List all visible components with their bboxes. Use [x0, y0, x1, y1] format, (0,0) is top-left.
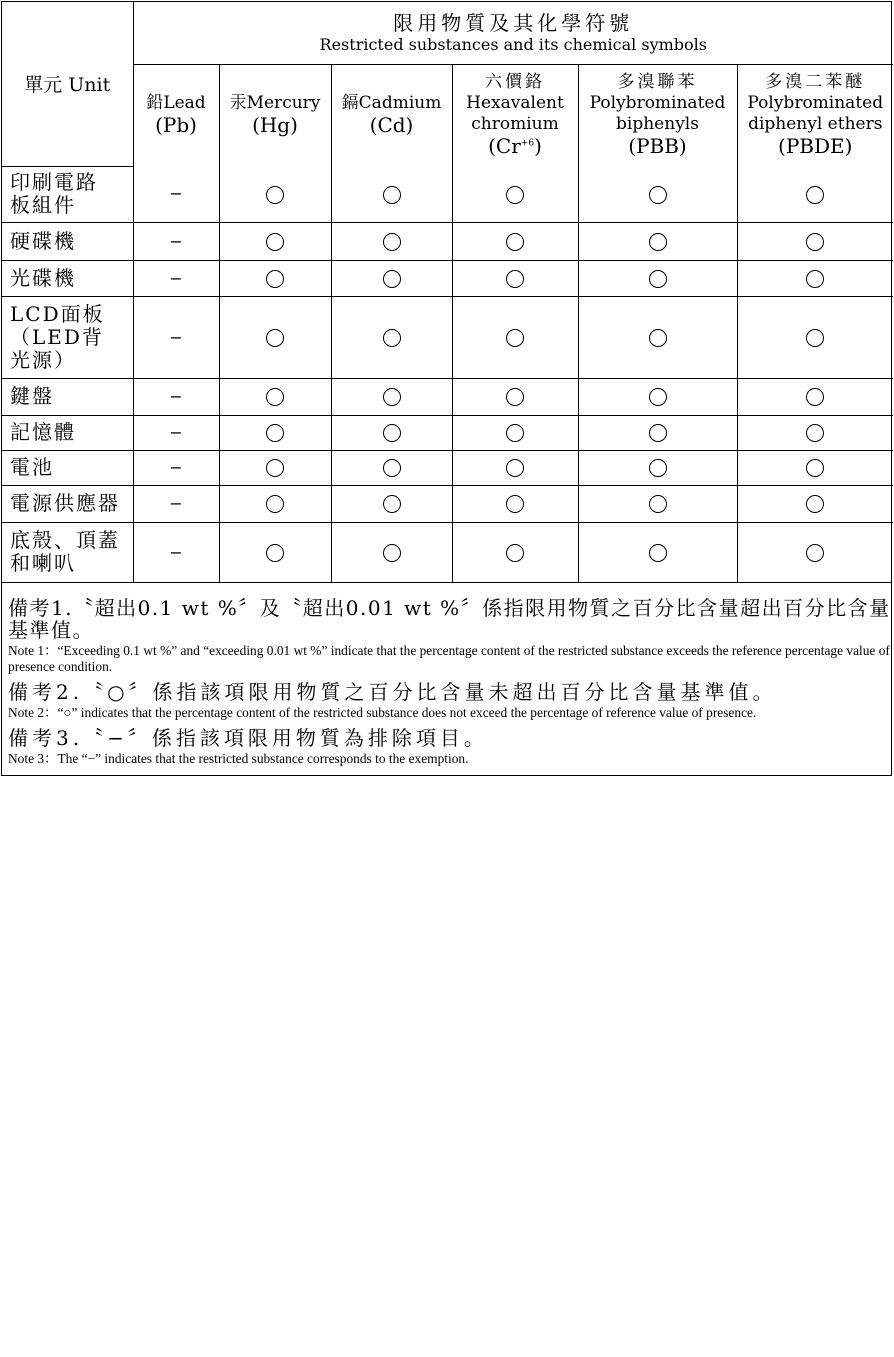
- restricted-substances-table: [2, 2, 893, 582]
- substance-name-en: Lead: [163, 93, 206, 114]
- table-row: [2, 522, 893, 582]
- compliance-cell: [219, 415, 331, 450]
- component-label-line: 電池: [10, 455, 54, 479]
- circle-mark-icon: [649, 329, 667, 347]
- substance-name-en-line2: chromium: [471, 114, 559, 135]
- compliance-cell: [737, 522, 893, 582]
- component-label-line: 光源）: [10, 347, 76, 372]
- circle-mark-icon: [266, 186, 284, 204]
- exemption-cell: −: [133, 485, 219, 522]
- circle-mark-icon: [383, 186, 401, 204]
- table-row: [2, 450, 893, 485]
- compliance-cell: [578, 485, 737, 522]
- circle-mark-icon: [506, 424, 524, 442]
- component-label: [2, 522, 133, 582]
- rohs-declaration: [1, 1, 892, 776]
- component-label: [2, 450, 133, 485]
- substance-name-en-line1: Hexavalent: [466, 93, 564, 114]
- header-row-title: [2, 2, 893, 64]
- substance-name-en-line1: Polybrominated: [589, 93, 726, 114]
- compliance-cell: [578, 415, 737, 450]
- circle-mark-icon: [806, 388, 824, 406]
- circle-mark-icon: [649, 233, 667, 251]
- substance-name-zh: 多溴聯苯: [617, 72, 698, 93]
- circle-mark-icon: [506, 544, 524, 562]
- component-label-line: 光碟機: [10, 265, 76, 290]
- component-label-line: 鍵盤: [10, 384, 54, 408]
- compliance-cell: [452, 450, 578, 485]
- circle-mark-icon: [506, 270, 524, 288]
- symbol-sup: +6: [520, 138, 535, 149]
- substance-header-cadmium: [331, 64, 452, 166]
- circle-mark-icon: [266, 424, 284, 442]
- substance-name-en: Cadmium: [358, 93, 442, 114]
- compliance-cell: [578, 222, 737, 260]
- substance-name-en-line2: diphenyl ethers: [748, 114, 883, 135]
- circle-mark-icon: [806, 424, 824, 442]
- table-title: [133, 2, 893, 64]
- table-title-zh: 限用物質及其化學符號: [393, 11, 634, 36]
- circle-mark-icon: [806, 459, 824, 477]
- component-label: [2, 260, 133, 296]
- component-label: [2, 296, 133, 378]
- circle-mark-icon: [649, 495, 667, 513]
- compliance-cell: [737, 485, 893, 522]
- component-label-line: 和喇叭: [10, 551, 76, 576]
- compliance-cell: [452, 166, 578, 222]
- component-label: [2, 378, 133, 415]
- unit-header: 單元 Unit: [2, 2, 133, 166]
- circle-mark-icon: [506, 329, 524, 347]
- table-row: [2, 166, 893, 222]
- component-label-line: 記憶體: [10, 420, 76, 444]
- substance-symbol: (Pb): [155, 113, 197, 138]
- table-row: [2, 378, 893, 415]
- exemption-cell: −: [133, 166, 219, 222]
- substance-name-en-line2: biphenyls: [616, 114, 699, 135]
- circle-mark-icon: [506, 459, 524, 477]
- substance-name-zh: 鎘: [341, 93, 359, 114]
- compliance-cell: [737, 415, 893, 450]
- compliance-cell: [452, 522, 578, 582]
- circle-mark-icon: [506, 388, 524, 406]
- table-title-en: Restricted substances and its chemical symbols: [319, 35, 707, 55]
- compliance-cell: [331, 296, 452, 378]
- compliance-cell: [578, 296, 737, 378]
- substance-symbol: (PBDE): [778, 134, 853, 159]
- circle-mark-icon: [649, 186, 667, 204]
- table-row: [2, 415, 893, 450]
- circle-mark-icon: [266, 388, 284, 406]
- compliance-cell: [331, 222, 452, 260]
- circle-mark-icon: [266, 459, 284, 477]
- compliance-cell: [737, 378, 893, 415]
- compliance-cell: [452, 415, 578, 450]
- circle-mark-icon: [806, 495, 824, 513]
- compliance-cell: [219, 296, 331, 378]
- table-row: [2, 296, 893, 378]
- compliance-cell: [331, 485, 452, 522]
- substance-symbol: (Hg): [252, 113, 298, 138]
- substance-header-lead: [133, 64, 219, 166]
- component-label-line: 底殼、頂蓋: [10, 528, 120, 553]
- circle-mark-icon: [806, 186, 824, 204]
- component-label-line: 硬碟機: [10, 228, 76, 253]
- compliance-cell: [219, 522, 331, 582]
- substance-name-zh: 多溴二苯醚: [765, 72, 866, 93]
- compliance-cell: [219, 485, 331, 522]
- compliance-cell: [331, 522, 452, 582]
- compliance-cell: [452, 222, 578, 260]
- note-1-zh: 備考1.〝超出0.1 wt %〞及〝超出0.01 wt %〞係指限用物質之百分比含量超出百分比含量基準值。: [8, 596, 891, 642]
- component-label-line: 板組件: [10, 193, 76, 217]
- substance-name-zh: 鉛: [146, 93, 164, 114]
- substance-name-en-line1: Polybrominated: [747, 93, 884, 114]
- component-label: [2, 222, 133, 260]
- compliance-cell: [452, 485, 578, 522]
- compliance-cell: [578, 378, 737, 415]
- circle-mark-icon: [649, 388, 667, 406]
- substance-name-zh: 六價鉻: [485, 72, 545, 93]
- note-3-en: Note 3：The “−” indicates that the restricted substance corresponds to the exemption.: [8, 751, 469, 766]
- component-label-line: （LED背: [10, 324, 104, 349]
- compliance-cell: [737, 260, 893, 296]
- exemption-cell: −: [133, 415, 219, 450]
- note-2-zh: 備考2.〝○〞係指該項限用物質之百分比含量未超出百分比含量基準值。: [8, 680, 777, 704]
- circle-mark-icon: [383, 233, 401, 251]
- substance-header-pbde: [737, 64, 893, 166]
- circle-mark-icon: [383, 329, 401, 347]
- component-label-line: 印刷電路: [10, 170, 98, 194]
- substance-header-pbb: [578, 64, 737, 166]
- compliance-cell: [578, 450, 737, 485]
- table-body: [2, 166, 893, 582]
- component-label-line: LCD面板: [10, 301, 105, 326]
- compliance-cell: [578, 260, 737, 296]
- notes-section: [2, 582, 891, 775]
- compliance-cell: [331, 166, 452, 222]
- compliance-cell: [219, 450, 331, 485]
- component-label: [2, 485, 133, 522]
- circle-mark-icon: [806, 329, 824, 347]
- substance-name-en: Mercury: [246, 93, 321, 114]
- component-label: [2, 166, 133, 222]
- exemption-cell: −: [133, 222, 219, 260]
- compliance-cell: [331, 378, 452, 415]
- substance-symbol: (PBB): [628, 134, 687, 159]
- circle-mark-icon: [266, 495, 284, 513]
- exemption-cell: −: [133, 378, 219, 415]
- circle-mark-icon: [649, 270, 667, 288]
- substance-symbol: (Cd): [369, 113, 414, 138]
- circle-mark-icon: [266, 329, 284, 347]
- note-2-en: Note 2：“○” indicates that the percentage content of the restricted substance does not exceed the percentage of reference value of presence.: [8, 705, 757, 720]
- exemption-cell: −: [133, 450, 219, 485]
- exemption-cell: −: [133, 260, 219, 296]
- compliance-cell: [578, 522, 737, 582]
- substance-header-mercury: [219, 64, 331, 166]
- compliance-cell: [331, 260, 452, 296]
- compliance-cell: [331, 450, 452, 485]
- compliance-cell: [219, 222, 331, 260]
- table-row: [2, 260, 893, 296]
- compliance-cell: [452, 260, 578, 296]
- circle-mark-icon: [506, 186, 524, 204]
- circle-mark-icon: [649, 544, 667, 562]
- compliance-cell: [331, 415, 452, 450]
- substance-header-chromium: [452, 64, 578, 166]
- compliance-cell: [578, 166, 737, 222]
- circle-mark-icon: [383, 270, 401, 288]
- table-row: [2, 485, 893, 522]
- circle-mark-icon: [649, 459, 667, 477]
- compliance-cell: [219, 166, 331, 222]
- circle-mark-icon: [383, 544, 401, 562]
- circle-mark-icon: [506, 233, 524, 251]
- compliance-cell: [452, 296, 578, 378]
- circle-mark-icon: [383, 459, 401, 477]
- exemption-cell: −: [133, 296, 219, 378]
- circle-mark-icon: [383, 424, 401, 442]
- circle-mark-icon: [806, 544, 824, 562]
- circle-mark-icon: [806, 270, 824, 288]
- circle-mark-icon: [806, 233, 824, 251]
- table-row: [2, 222, 893, 260]
- compliance-cell: [737, 222, 893, 260]
- circle-mark-icon: [266, 270, 284, 288]
- circle-mark-icon: [266, 233, 284, 251]
- compliance-cell: [737, 296, 893, 378]
- exemption-cell: −: [133, 522, 219, 582]
- header-row-substances: [2, 64, 893, 166]
- substance-symbol: [453, 135, 578, 158]
- compliance-cell: [737, 166, 893, 222]
- component-label: [2, 415, 133, 450]
- note-1-en: Note 1：“Exceeding 0.1 wt %” and “exceeding 0.01 wt %” indicate that the percentage content of the restricted substance exceeds the reference percentage value of presence condition.: [8, 643, 890, 674]
- compliance-cell: [452, 378, 578, 415]
- symbol-post: ): [534, 134, 542, 159]
- note-3-zh: 備考3.〝−〞係指該項限用物質為排除項目。: [8, 726, 488, 750]
- substance-name-zh: 汞: [229, 93, 247, 114]
- circle-mark-icon: [506, 495, 524, 513]
- circle-mark-icon: [383, 495, 401, 513]
- component-label-line: 電源供應器: [10, 491, 120, 515]
- circle-mark-icon: [383, 388, 401, 406]
- compliance-cell: [219, 260, 331, 296]
- symbol-pre: (Cr: [488, 134, 521, 159]
- circle-mark-icon: [266, 544, 284, 562]
- compliance-cell: [219, 378, 331, 415]
- compliance-cell: [737, 450, 893, 485]
- circle-mark-icon: [649, 424, 667, 442]
